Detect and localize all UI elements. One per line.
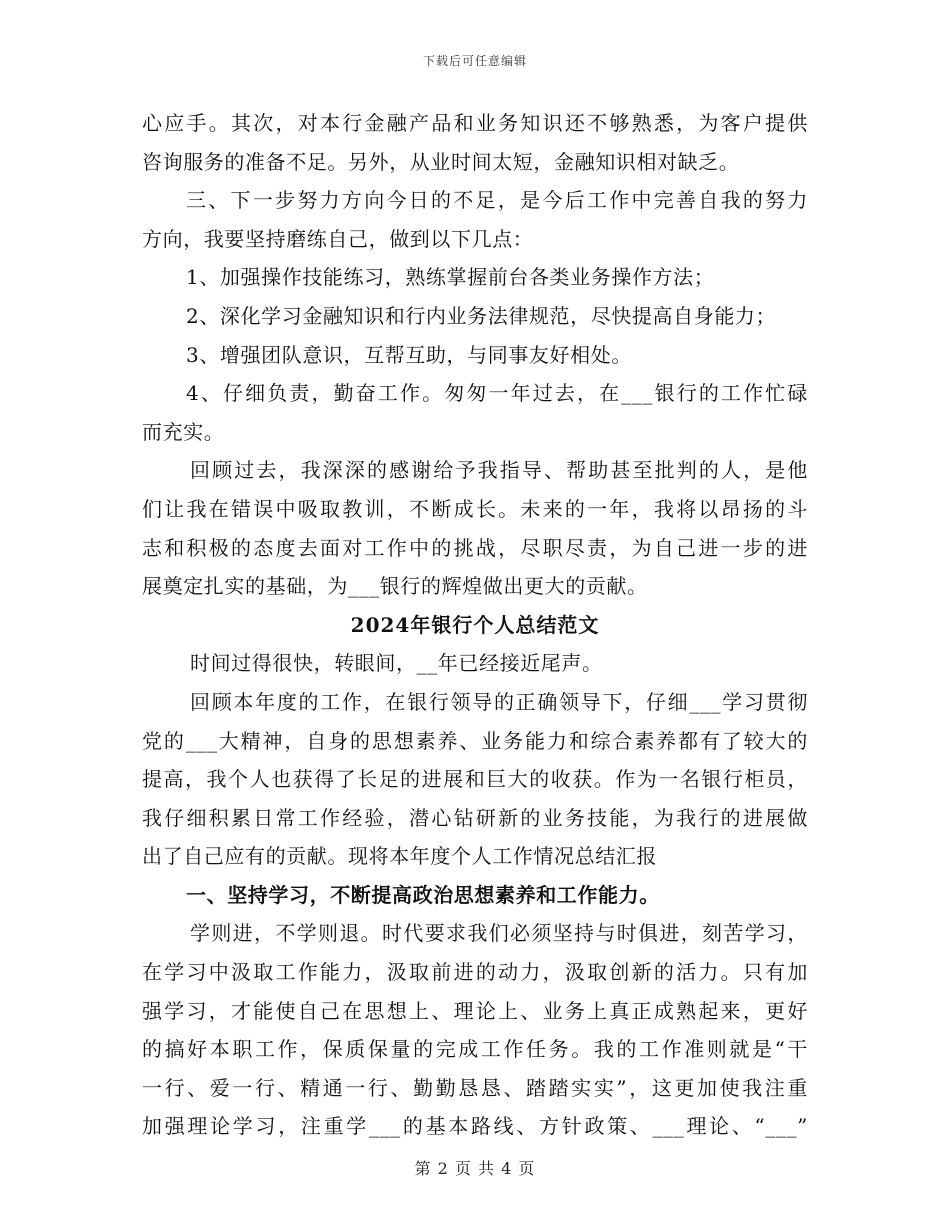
list-item: 4、仔细负责，勤奋工作。匆匆一年过去，在___银行的工作忙碌 (186, 381, 808, 406)
body-line: 出了自己应有的贡献。现将本年度个人工作情况总结汇报 (142, 844, 657, 869)
body-line: 心应手。其次，对本行金融产品和业务知识还不够熟悉，为客户提供 (142, 111, 808, 135)
body-line: 时间过得很快，转眼间，__年已经接近尾声。 (190, 651, 603, 676)
list-item: 2、深化学习金融知识和行内业务法律规范，尽快提高自身能力； (186, 303, 777, 328)
body-line: 的搞好本职工作，保质保量的完成工作任务。我的工作准则就是“干 (142, 1037, 808, 1062)
section-heading: 一、坚持学习，不断提高政治思想素养和工作能力。 (186, 882, 660, 907)
body-line: 提高，我个人也获得了长足的进展和巨大的收获。作为一名银行柜员， (142, 767, 808, 792)
list-item: 3、增强团队意识，互帮互助，与同事友好相处。 (186, 342, 632, 367)
body-line: 而充实。 (142, 419, 225, 444)
body-line: 咨询服务的准备不足。另外，从业时间太短，金融知识相对缺乏。 (142, 149, 740, 174)
list-item: 1、加强操作技能练习，熟练掌握前台各类业务操作方法； (186, 265, 715, 290)
document-title: 2024年银行个人总结范文 (350, 612, 600, 637)
body-line: 学则进，不学则退。时代要求我们必须坚持与时俱进，刻苦学习， (190, 921, 808, 946)
body-line: 回顾本年度的工作，在银行领导的正确领导下，仔细___学习贯彻 (190, 689, 808, 714)
body-line: 回顾过去，我深深的感谢给予我指导、帮助甚至批判的人，是他 (190, 458, 808, 483)
page-header: 下载后可任意编辑 (422, 54, 527, 68)
body-line: 强学习，才能使自己在思想上、理论上、业务上真正成熟起来，更好 (142, 998, 808, 1023)
body-line: 们让我在错误中吸取教训，不断成长。未来的一年，我将以昂扬的斗 (142, 496, 808, 521)
body-line: 加强理论学习，注重学___的基本路线、方针政策、___理论、“___” (142, 1114, 808, 1139)
body-line: 展奠定扎实的基础，为___银行的辉煌做出更大的贡献。 (142, 574, 648, 599)
body-line: 在学习中汲取工作能力，汲取前进的动力，汲取创新的活力。只有加 (142, 960, 808, 985)
body-line: 党的___大精神，自身的思想素养、业务能力和综合素养都有了较大的 (142, 728, 808, 753)
body-line: 我仔细积累日常工作经验，潜心钻研新的业务技能，为我行的进展做 (142, 805, 808, 830)
section-heading-line: 三、下一步努力方向今日的不足，是今后工作中完善自我的努力 (186, 188, 808, 213)
body-line: 一行、爱一行、精通一行、勤勤恳恳、踏踏实实”，这更加使我注重 (142, 1075, 808, 1100)
page-footer: 第 2 页 共 4 页 (414, 1159, 536, 1178)
body-line: 方向，我要坚持磨练自己，做到以下几点： (142, 226, 534, 251)
body-line: 志和积极的态度去面对工作中的挑战，尽职尽责，为自己进一步的进 (142, 535, 808, 560)
document-body (142, 104, 808, 1146)
